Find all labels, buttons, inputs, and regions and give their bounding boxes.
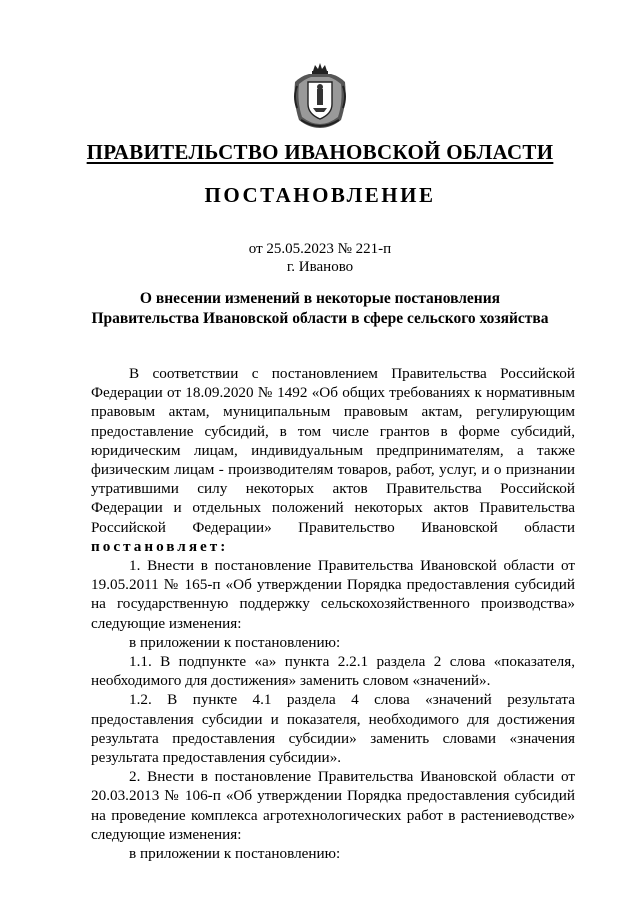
document-meta	[0, 240, 640, 276]
paragraph-1-2: 1.2. В пункте 4.1 раздела 4 слова «значений результата предоставления субсидии и показателя, необходимого для достижения результата предоставления субсидии» заменить словами «значения результата предоставления субсидии».	[91, 691, 575, 767]
paragraph-1-annex: в приложении к постановлению:	[129, 633, 341, 651]
preamble-paragraph	[91, 364, 575, 556]
paragraph-1-1: 1.1. В подпункте «а» пункта 2.2.1 раздела 2 слова «показателя, необходимого для достижения» заменить словом «значений».	[91, 653, 575, 690]
paragraph-1: 1. Внести в постановление Правительства Ивановской области от 19.05.2011 № 165-п «Об утверждении Порядка предоставления субсидий на государственную поддержку сельскохозяйственного производства» следующие изменения:	[91, 557, 575, 632]
paragraph-2: 2. Внести в постановление Правительства Ивановской области от 20.03.2013 № 106-п «Об утверждении Порядка предоставления субсидий на проведение комплекса агротехнологических работ в растениеводстве» следующие изменения:	[91, 768, 575, 843]
city: г. Иваново	[286, 259, 354, 275]
date-number: от 25.05.2023 № 221-п	[248, 241, 392, 257]
coat-of-arms-emblem	[291, 62, 349, 130]
document-type: ПОСТАНОВЛЕНИЕ	[204, 183, 436, 207]
paragraph-2-annex: в приложении к постановлению:	[129, 845, 341, 863]
preamble-text: В соответствии с постановлением Правительства Российской Федерации от 18.09.2020 № 1492 «Об общих требованиях к нормативным правовым актам, муниципальным правовым актам, регулирующим предоставление субсидий, в том числе грантов в форме субсидий, юридическим лицам, индивидуальным предпринимателям, а также физическим лицам - производителям товаров, работ, услуг, и о признании утратившими силу некоторых актов Правительства Российской Федерации и отдельных положений некоторых актов Правительства Российской Федерации» Правительство Ивановской области	[91, 365, 575, 536]
resolves-word: постановляет:	[91, 537, 229, 555]
government-name: ПРАВИТЕЛЬСТВО ИВАНОВСКОЙ ОБЛАСТИ	[86, 140, 554, 164]
subject-line-2: Правительства Ивановской области в сфере сельского хозяйства	[91, 310, 549, 327]
document-body	[91, 364, 575, 863]
subject-line-1: О внесении изменений в некоторые постановления	[139, 290, 501, 307]
government-title	[0, 140, 640, 165]
document-subject	[0, 289, 640, 329]
